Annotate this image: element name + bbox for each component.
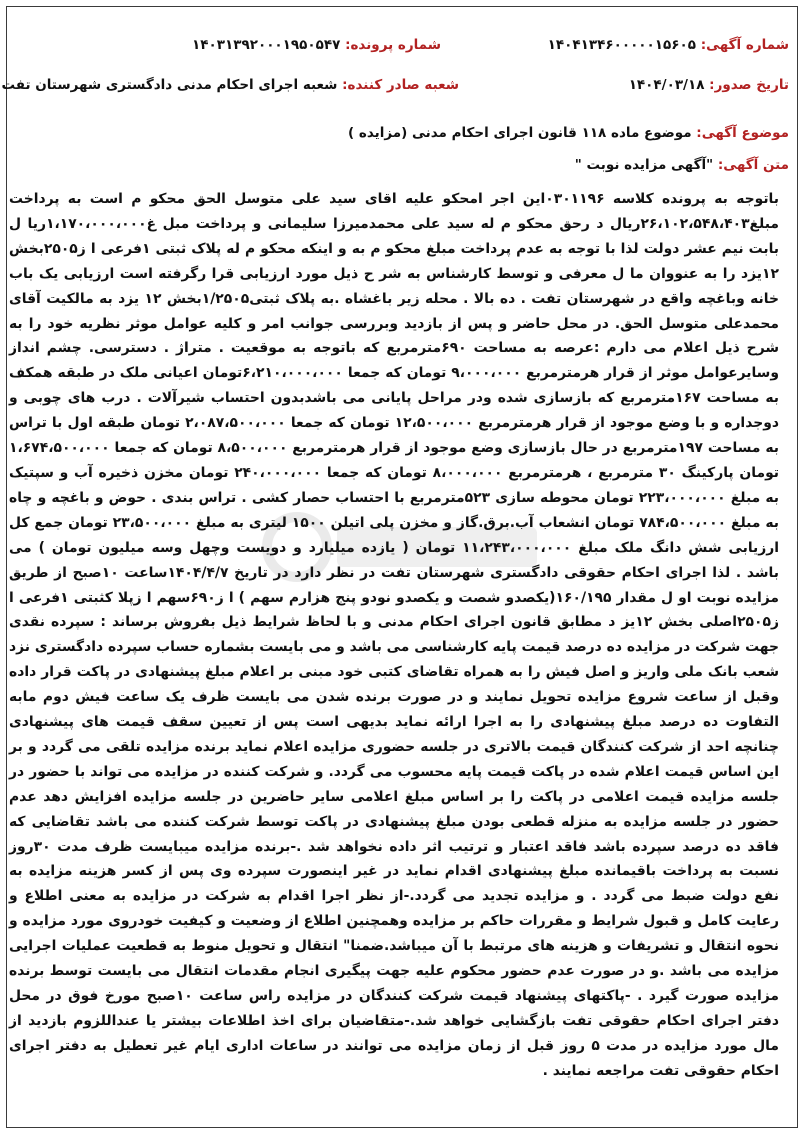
- notice-body: [9, 187, 779, 1084]
- notice-number: ۱۴۰۴۱۳۴۶۰۰۰۰۰۱۵۶۰۵: [547, 37, 696, 53]
- notice-text-label: متن آگهی:: [717, 157, 789, 173]
- notice-text-row: [575, 157, 789, 173]
- notice-number-row: [548, 37, 789, 53]
- issue-date-row: [629, 77, 789, 93]
- issue-date: ۱۴۰۴/۰۳/۱۸: [628, 77, 705, 93]
- case-number: ۱۴۰۳۱۳۹۲۰۰۰۱۹۵۰۵۴۷: [192, 37, 341, 53]
- issuer-label: شعبه صادر کننده:: [342, 77, 459, 93]
- case-number-label: شماره پرونده:: [345, 37, 441, 53]
- notice-body-text: باتوجه به پرونده کلاسه ۰۳۰۱۱۹۶این اجر امحکو علیه اقای سید علی متوسل الحق محکو م است به پرداخت مبلغ۲۶،۱۰۲،۵۴۸،۴۰۳ریال د رحق محکو م له سید علی محمدمیرزا سلیمانی و پرداخت مبل غ۱،۱۷۰،۰۰۰،۰۰۰ریا ل بابت نیم عشر دولت لذا با توجه به عدم پرداخت مبلغ محکو م به و اینکه محکو م له پلاک ثبتی ۱فرعی ا ز۲۵۰۵بخش ۱۲یزد را به عنووان ما ل معرفی و توسط کارشناس به شر ح ذیل مورد ارزیابی قرا رگرفته است ارزیابی یک باب خانه وباغچه واقع در شهرستان تفت . ده بالا . محله زیر باغشاه .به پلاک ثبتی۱/۲۵۰۵بخش ۱۲ یزد به مالکیت آقای محمدعلی متوسل الحق. در محل حاضر و پس از بازدید وبررسی جوانب امر و کلیه عوامل موثر نظریه خود را به شرح ذیل اعلام می دارم :عرصه به مساحت ۶۹۰مترمربع که باتوجه به موقعیت . متراژ . دسترسی. چشم انداز وسایرعوامل موثر از قرار هرمترمربع ۹،۰۰۰،۰۰۰ تومان که جمعا ۶،۲۱۰،۰۰۰،۰۰۰تومان اعیانی ملک در طبقه همکف به مساحت ۱۶۷مترمربع که بازسازی شده ودر مراحل پایانی می باشدبدون احتساب شیرآلات . درب های چوبی و دوجداره و با وضع موجود از قرار هرمترمربع ۱۲،۵۰۰،۰۰۰ تومان که جمعا ۲،۰۸۷،۵۰۰،۰۰۰ تومان طبقه اول با تراس به مساحت ۱۹۷مترمربع در حال بازسازی وضع موجود از قرار هرمترمربع ۸،۵۰۰،۰۰۰ تومان که جمعا ۱،۶۷۴،۵۰۰،۰۰۰ تومان پارکینگ ۳۰ مترمربع ، هرمترمربع ۸،۰۰۰،۰۰۰ تومان که جمعا ۲۴۰،۰۰۰،۰۰۰ تومان مخزن ذخیره آب و سپتیک به مبلغ ۲۲۳،۰۰۰،۰۰۰ تومان محوطه سازی ۵۲۳مترمربع با احتساب حصار کشی . تراس بندی . حوض و باغچه و چاه به مبلغ ۷۸۴،۵۰۰،۰۰۰ تومان انشعاب آب.برق.گاز و مخزن پلی اتیلن ۱۵۰۰ لیتری به مبلغ ۲۳،۵۰۰،۰۰۰ تومان جمع کل ارزیابی شش دانگ ملک مبلغ ۱۱،۲۴۳،۰۰۰،۰۰۰ تومان ( یازده میلیارد و دویست وچهل وسه میلیون تومان ) می باشد . لذا اجرای احکام حقوقی دادگستری شهرستان تفت در نظر دارد در تاریخ ۱۴۰۴/۴/۷ساعت ۱۰صبح از طریق مزایده نوبت او ل مقدار ۱۶۰/۱۹۵(یکصدو شصت و یکصدو نودو پنج هزارم سهم ) ا ز۶۹۰سهم ا زپلا کثبتی ۱فرعی ا ز۲۵۰۵اصلی بخش ۱۲یز د مطابق قانون اجرای احکام مدنی و با لحاظ شرایط ذیل بفروش برساند : سپرده نقدی جهت شرکت در مزایده ده درصد قیمت پایه کارشناسی می باشد و می بایست بشماره حساب سپرده دادگستری نزد شعب بانک ملی واریز و اصل فیش را به همراه تقاضای کتبی خود مبنی بر اعلام مبلغ پیشنهادی در پاکت قرار داده وقبل از ساعت شروع مزایده تحویل نمایند و در صورت برنده شدن می بایست ظرف یک ساعت فیش دوم مابه التفاوت ده درصد مبلغ پیشنهادی را به اجرا ارائه نماید بدیهی است پس از تعیین سقف قیمت های پیشنهادی چنانچه احد از شرکت کنندگان قیمت بالاتری در جلسه حضوری مزایده اعلام نماید برنده مزایده تلقی می گردد و بر این اساس قیمت اعلام شده در پاکت قیمت پایه محسوب می گردد. و شرکت کننده در مزایده می تواند با حضور در جلسه مزایده قیمت اعلامی در پاکت را بر اساس مبلغ اعلامی سایر حاضرین در جلسه مزایده افزایش دهد عدم حضور در جلسه مزایده به منزله قطعی بودن مبلغ پیشنهادی در پاکت توسط شرکت کننده می باشد تقاضایی که فاقد ده درصد سپرده باشد فاقد اعتبار و ترتیب اثر داده نخواهد شد .-برنده مزایده میبایست ظرف مدت ۳۰روز نسبت به پرداخت باقیمانده مبلغ پیشنهادی اقدام نماید در غیر اینصورت سپرده وی پس از کسر هزینه مزایده به نفع دولت ضبط می گردد . و مزایده تجدید می گردد.-از نظر اجرا اقدام به شرکت در مزایده به معنی اطلاع و رعایت کامل و قبول شرایط و مقررات حاکم بر مزایده وهمچنین اطلاع از وضعیت و کیفیت خودروی مورد مزایده و نحوه انتقال و تشریفات و هزینه های مرتبط با آن میباشد.ضمنا" انتقال و تحویل منوط به قطعیت عملیات اجرایی مزایده می باشد .و در صورت عدم حضور محکوم علیه جهت پیگیری انجام مقدمات انتقال می بایست توسط برنده مزایده صورت گیرد . -پاکتهای پیشنهاد قیمت شرکت کنندگان در مزایده راس ساعت ۱۰صبح مورخ فوق در محل دفتر اجرای احکام حقوقی تفت بازگشایی خواهد شد.-متقاضیان برای اخذ اطلاعات بیشتر یا عنداللزوم بازدید از مال مورد مزایده در مدت ۵ روز قبل از زمان مزایده می توانند در ساعات اداری ایام غیر تعطیل به دفتر اجرای احکام حقوقی تفت مراجعه نمایند .: [9, 191, 780, 1079]
- issuer: شعبه اجرای احکام مدنی دادگستری شهرستان تفت: [1, 77, 338, 93]
- issuer-row: [1, 77, 459, 93]
- subject-row: [348, 125, 789, 141]
- issue-date-label: تاریخ صدور:: [709, 77, 789, 93]
- subject-label: موضوع آگهی:: [696, 125, 789, 141]
- subject-value: موضوع ماده ۱۱۸ قانون اجرای احکام مدنی (مزایده ): [348, 125, 692, 141]
- notice-frame: [1, 6, 798, 1128]
- case-number-row: [192, 37, 441, 53]
- notice-title: "آگهی مزایده نوبت ": [574, 157, 714, 173]
- notice-number-label: شماره آگهی:: [700, 37, 789, 53]
